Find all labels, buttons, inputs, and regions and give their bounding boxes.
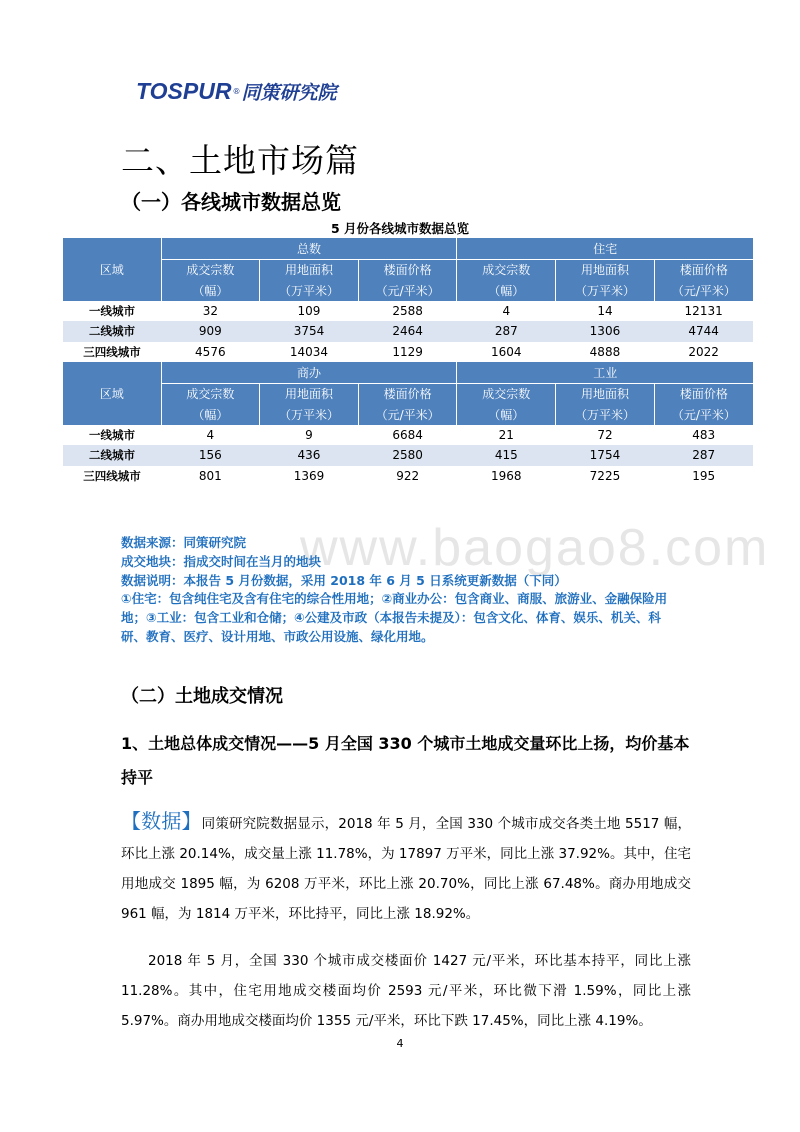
table-cell: 4 bbox=[161, 425, 260, 446]
note-source: 数据来源：同策研究院 bbox=[121, 535, 247, 550]
column-header: 成交宗数 bbox=[457, 383, 556, 404]
column-unit: （万平米） bbox=[556, 404, 655, 425]
column-unit: （幅） bbox=[457, 280, 556, 301]
table-cell: 415 bbox=[457, 445, 556, 466]
table-cell: 1604 bbox=[457, 342, 556, 363]
table-header-row bbox=[63, 238, 753, 259]
column-header: 楼面价格 bbox=[358, 383, 457, 404]
table-cell: 9 bbox=[260, 425, 359, 446]
table-cell: 909 bbox=[161, 321, 260, 342]
region-header: 区域 bbox=[63, 362, 161, 425]
table-cell: 156 bbox=[161, 445, 260, 466]
note-data-description: 数据说明：本报告 5 月份数据，采用 2018 年 6 月 5 日系统更新数据（下同） bbox=[121, 572, 567, 588]
subsection-heading-overview: （一）各线城市数据总览 bbox=[121, 190, 341, 214]
column-header: 用地面积 bbox=[260, 259, 359, 280]
table-cell: 2464 bbox=[358, 321, 457, 342]
column-header: 楼面价格 bbox=[358, 259, 457, 280]
table-cell: 21 bbox=[457, 425, 556, 446]
column-unit: （万平米） bbox=[556, 280, 655, 301]
region-cell: 一线城市 bbox=[63, 425, 161, 446]
region-cell: 三四线城市 bbox=[63, 466, 161, 487]
section-heading: 二、土地市场篇 bbox=[121, 141, 359, 180]
city-tier-data-table bbox=[63, 238, 753, 486]
column-unit: （元/平米） bbox=[358, 280, 457, 301]
table-caption: 5 月份各线城市数据总览 bbox=[330, 221, 470, 236]
data-tag: 【数据】 bbox=[121, 809, 202, 833]
table-cell: 1754 bbox=[556, 445, 655, 466]
column-unit: （元/平米） bbox=[654, 404, 753, 425]
table-cell: 801 bbox=[161, 466, 260, 487]
column-header: 成交宗数 bbox=[161, 259, 260, 280]
watermark: www.baogao8.com bbox=[300, 519, 770, 577]
table-cell: 195 bbox=[654, 466, 753, 487]
column-header: 楼面价格 bbox=[654, 383, 753, 404]
table-cell: 2022 bbox=[654, 342, 753, 363]
table-header-row bbox=[63, 280, 753, 301]
topic-heading-title: 5 月全国 330 个城市土地成交量环比上扬，均价基本持平 bbox=[121, 734, 690, 787]
table-cell: 287 bbox=[457, 321, 556, 342]
table-cell: 4888 bbox=[556, 342, 655, 363]
table-header-row bbox=[63, 404, 753, 425]
data-notes bbox=[121, 534, 681, 647]
table-cell: 12131 bbox=[654, 301, 753, 322]
logo-brand-en: TOSPUR bbox=[136, 77, 232, 104]
column-header: 成交宗数 bbox=[457, 259, 556, 280]
note-deal-definition: 成交地块：指成交时间在当月的地块 bbox=[121, 553, 322, 569]
region-cell: 三四线城市 bbox=[63, 342, 161, 363]
table-row bbox=[63, 425, 753, 446]
table-header-row bbox=[63, 362, 753, 383]
table-cell: 3754 bbox=[260, 321, 359, 342]
table-row bbox=[63, 445, 753, 466]
column-unit: （幅） bbox=[457, 404, 556, 425]
table-row bbox=[63, 466, 753, 487]
table-cell: 4576 bbox=[161, 342, 260, 363]
column-unit: （万平米） bbox=[260, 404, 359, 425]
region-cell: 二线城市 bbox=[63, 321, 161, 342]
subsection-heading-transactions: （二）土地成交情况 bbox=[121, 686, 283, 707]
group-header: 商办 bbox=[161, 362, 457, 383]
table-header-row bbox=[63, 259, 753, 280]
column-unit: （万平米） bbox=[260, 280, 359, 301]
column-header: 楼面价格 bbox=[654, 259, 753, 280]
table-cell: 1306 bbox=[556, 321, 655, 342]
page-number: 4 bbox=[396, 1037, 404, 1050]
table-cell: 483 bbox=[654, 425, 753, 446]
tospur-logo bbox=[136, 78, 336, 104]
table-row bbox=[63, 301, 753, 322]
table-cell: 14 bbox=[556, 301, 655, 322]
table-cell: 1369 bbox=[260, 466, 359, 487]
column-unit: （幅） bbox=[161, 404, 260, 425]
body-paragraph bbox=[121, 806, 691, 929]
table-cell: 922 bbox=[358, 466, 457, 487]
body-paragraph: 2018 年 5 月，全国 330 个城市成交楼面价 1427 元/平米，环比基本持平，同比上涨 11.28%。其中，住宅用地成交楼面均价 2593 元/平米，环比微下滑 1.59%，同比上涨 5.97%。商办用地成交楼面均价 1355 元/平米，环比下跌 17.45%，同比上涨 4.19%。 bbox=[121, 953, 691, 1029]
body-paragraph-text: 同策研究院数据显示，2018 年 5 月，全国 330 个城市成交各类土地 5517 幅，环比上涨 20.14%，成交量上涨 11.78%，为 17897 万平米，同比上涨 37.92%。其中，住宅用地成交 1895 幅，为 6208 万平米，环比上涨 20.70%，同比上涨 67.48%。商办用地成交 961 幅，为 1814 万平米，环比持平，同比上涨 18.92%。 bbox=[121, 816, 691, 922]
region-header: 区域 bbox=[63, 238, 161, 301]
table-cell: 6684 bbox=[358, 425, 457, 446]
table-cell: 14034 bbox=[260, 342, 359, 363]
table-cell: 436 bbox=[260, 445, 359, 466]
table-cell: 109 bbox=[260, 301, 359, 322]
table-header-row bbox=[63, 383, 753, 404]
table-cell: 7225 bbox=[556, 466, 655, 487]
table-cell: 32 bbox=[161, 301, 260, 322]
group-header: 住宅 bbox=[457, 238, 753, 259]
logo-registered-mark: ® bbox=[232, 86, 241, 96]
table-cell: 4 bbox=[457, 301, 556, 322]
table-cell: 72 bbox=[556, 425, 655, 446]
region-cell: 二线城市 bbox=[63, 445, 161, 466]
group-header: 工业 bbox=[457, 362, 753, 383]
column-unit: （元/平米） bbox=[358, 404, 457, 425]
column-header: 成交宗数 bbox=[161, 383, 260, 404]
logo-brand-cn: 同策研究院 bbox=[241, 81, 337, 104]
note-category-definitions: ①住宅：包含纯住宅及含有住宅的综合性用地；②商业办公：包含商业、商服、旅游业、金融保险用地；③工业：包含工业和仓储；④公建及市政（本报告未提及）：包含文化、体育、娱乐、机关、科研、教育、医疗、设计用地、市政公用设施、绿化用地。 bbox=[121, 591, 668, 644]
table-row bbox=[63, 321, 753, 342]
table-cell: 2580 bbox=[358, 445, 457, 466]
column-header: 用地面积 bbox=[556, 383, 655, 404]
table-cell: 287 bbox=[654, 445, 753, 466]
column-header: 用地面积 bbox=[556, 259, 655, 280]
group-header: 总数 bbox=[161, 238, 457, 259]
table-row bbox=[63, 342, 753, 363]
topic-heading-prefix: 1、土地总体成交情况—— bbox=[121, 734, 309, 753]
table-cell: 2588 bbox=[358, 301, 457, 322]
table-cell: 1968 bbox=[457, 466, 556, 487]
column-unit: （元/平米） bbox=[654, 280, 753, 301]
region-cell: 一线城市 bbox=[63, 301, 161, 322]
topic-heading bbox=[121, 727, 691, 795]
table-cell: 4744 bbox=[654, 321, 753, 342]
column-unit: （幅） bbox=[161, 280, 260, 301]
table-cell: 1129 bbox=[358, 342, 457, 363]
column-header: 用地面积 bbox=[260, 383, 359, 404]
